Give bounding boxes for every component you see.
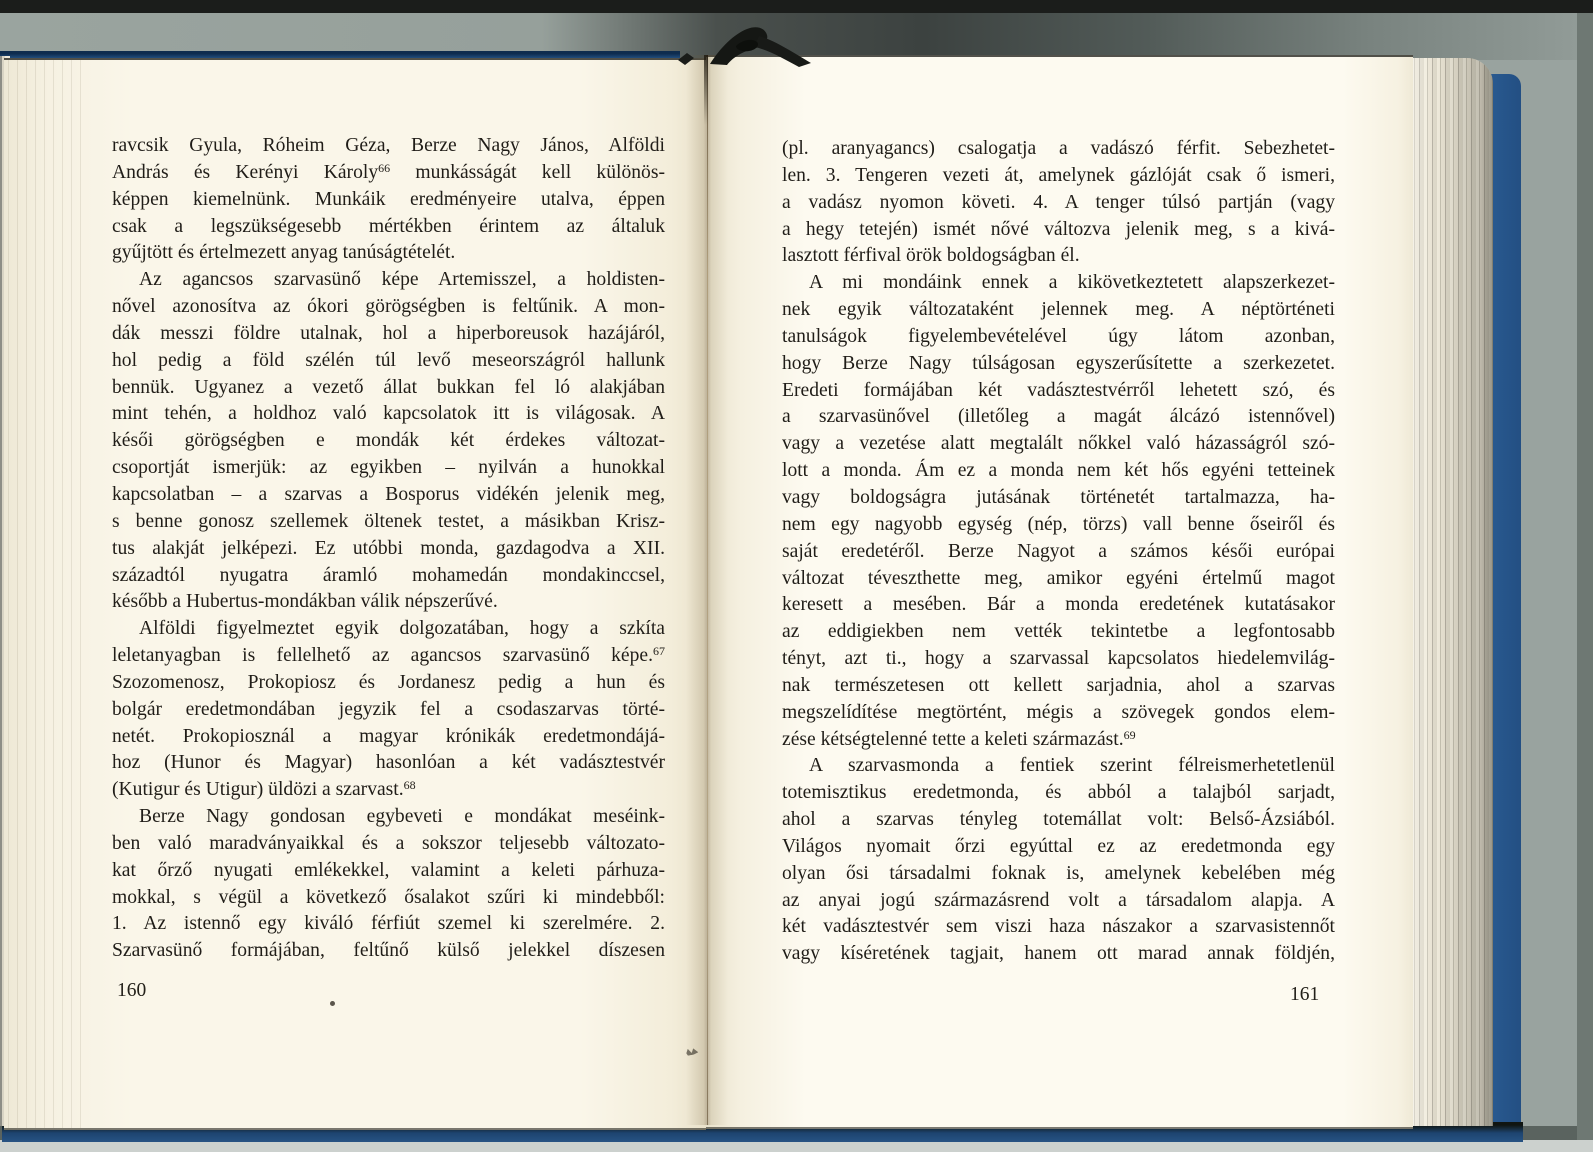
bookmark-ribbon-icon bbox=[648, 16, 828, 68]
page-number-right: 161 bbox=[1290, 984, 1320, 1005]
text-line: nek egyik változataként jelennek meg. A néptörténeti bbox=[782, 299, 1335, 321]
text-line: A szarvasmonda a fentiek szerint félreismerhetetlenül bbox=[809, 755, 1335, 777]
text-line: s benne gonosz szellemek öltenek testet, a másikban Krisz- bbox=[112, 510, 665, 532]
text-line: 1. Az istennő egy kiváló férfiút szemel ki szerelmére. 2. bbox=[112, 913, 665, 935]
text-line: totemisztikus eredetmonda, és abból a talajból sarjadt, bbox=[782, 782, 1335, 804]
text-line: Szarvasünő formájában, feltűnő külső jelekkel díszesen bbox=[112, 940, 665, 962]
text-line: saját eredetéről. Berze Nagyot a számos késői európai bbox=[782, 540, 1335, 562]
text-line: hoz (Hunor és Magyar) hasonlóan a két vadásztestvér bbox=[112, 752, 665, 774]
text-line: ahol a szarvas tényleg totemállat volt: Belső-Ázsiából. bbox=[782, 809, 1335, 831]
text-line: lasztott férfival örök boldogságban él. bbox=[782, 245, 1080, 267]
text-line: a vadász nyomon követi. 4. A tenger túlsó partján (vagy bbox=[782, 191, 1335, 213]
scanner-background-right bbox=[1577, 13, 1593, 1140]
text-line: csak a legszükségesebb mértékben érintem az általuk bbox=[112, 215, 665, 237]
text-line: mokkal, s végül a következő ősalakot szűri ki mindebből: bbox=[112, 886, 665, 908]
text-line: századtól nyugatra áramló mohamedán mondakinccsel, bbox=[112, 564, 665, 586]
page-stack-fore-edge bbox=[1411, 58, 1493, 1126]
ink-dot bbox=[330, 1001, 335, 1006]
text-line: zése kétségtelenné tette a keleti származást.$^{69}$ bbox=[782, 727, 1136, 750]
text-line: tus alakját jelképezi. Ez utóbbi monda, gazdagodva a XII. bbox=[112, 537, 665, 559]
text-line: Az agancsos szarvasünő képe Artemisszel, a holdisten- bbox=[139, 269, 665, 291]
text-line: nővel azonosítva az ókori görögségben is feltűnik. A mon- bbox=[112, 296, 665, 318]
text-line: dák messzi földre utalnak, hol a hiperboreusok hazájáról, bbox=[112, 322, 665, 344]
text-line: kat őrző nyugati emlékekkel, valamint a keleti párhuza- bbox=[112, 859, 665, 881]
text-line: a hegy tetején) ismét nővé változva jelenik meg, s a kivá- bbox=[782, 218, 1335, 240]
text-line: változat téveszthette meg, amikor egyéni értelmű magot bbox=[782, 567, 1335, 589]
text-line: (Kutigur és Utigur) üldözi a szarvast.$^{68}$ bbox=[112, 778, 416, 801]
text-line: netét. Prokopiosznál a magyar krónikák eredetmondájá- bbox=[112, 725, 665, 747]
text-line: ben való maradványaikkal és a sokszor teljesebb változato- bbox=[112, 832, 665, 854]
right-page-text bbox=[782, 136, 1335, 968]
text-line: gyűjtött és értelmezett anyag tanúságtételét. bbox=[112, 242, 456, 264]
text-line: hol pedig a föld szélén túl levő meseországról hallunk bbox=[112, 349, 665, 371]
text-line: vagy kíséretének tagjait, hanem ott marad annak földjén, bbox=[782, 943, 1335, 965]
text-line: keresett a mesében. Bár a monda eredetének kutatásakor bbox=[782, 594, 1335, 616]
text-line: megszelídítése megtörtént, mégis a szövegek gondos elem- bbox=[782, 701, 1335, 723]
text-line: lott a monda. Ám ez a monda nem két hős egyéni tetteinek bbox=[782, 460, 1335, 482]
text-line: len. 3. Tengeren vezeti át, amelynek gázlóját csak ő ismeri, bbox=[782, 164, 1335, 186]
text-line: tényt, azt ti., hogy a szarvassal kapcsolatos hiedelemvilág- bbox=[782, 648, 1335, 670]
text-line: képpen kiemelnünk. Munkáik eredményeire utalva, éppen bbox=[112, 188, 665, 210]
text-line: tanulságok figyelembevételével úgy látom azonban, bbox=[782, 325, 1335, 347]
text-line: ravcsik Gyula, Róheim Géza, Berze Nagy János, Alföldi bbox=[112, 135, 665, 156]
text-line: vagy a vezetése alatt megtalált nőkkel való házasságról szó- bbox=[782, 433, 1335, 455]
text-line: bolgár eredetmondában jegyzik fel a csodaszarvas törté- bbox=[112, 698, 665, 720]
text-line: kapcsolatban – a szarvas a Bosporus vidékén jelenik meg, bbox=[112, 483, 665, 505]
text-line: Eredeti formájában két vadásztestvérről lehetett szó, és bbox=[782, 379, 1335, 401]
text-line: olyan ősi társadalmi foknak is, amelynek kebelében még bbox=[782, 862, 1335, 884]
text-line: András és Kerényi Károly$^{66}$ munkásságát kell különös- bbox=[112, 160, 665, 183]
text-line: Szozomenosz, Prokopiosz és Jordanesz pedig a hun és bbox=[112, 671, 665, 693]
text-line: csoportját ismerjük: az egyikben – nyilván a hunokkal bbox=[112, 457, 665, 479]
text-line: mint tehén, a holdhoz való kapcsolatok itt is világosak. A bbox=[112, 403, 665, 425]
text-line: A mi mondáink ennek a kikövetkeztetett alapszerkezet- bbox=[809, 272, 1335, 294]
text-line: a szarvasünővel (illetőleg a magát álcázó istennővel) bbox=[782, 406, 1335, 428]
text-line: az eddigiekben nem vették tekintetbe a legfontosabb bbox=[782, 621, 1335, 643]
text-line: Világos nyomait őrzi egyúttal ez az eredetmonda egy bbox=[782, 835, 1335, 857]
text-line: Alföldi figyelmeztet egyik dolgozatában, hogy a szkíta bbox=[139, 618, 665, 640]
page-gutter bbox=[686, 55, 728, 1125]
text-line: vagy boldogságra jutásának történetét tartalmazza, ha- bbox=[782, 486, 1335, 508]
text-line: két vadásztestvér sem viszi haza nászakor a szarvasistennőt bbox=[782, 916, 1335, 938]
text-line: leletanyagban is fellelhető az agancsos szarvasünő képe.$^{67}$ bbox=[112, 644, 665, 667]
text-line: nak természetesen ott kellett sarjadnia, ahol a szarvas bbox=[782, 674, 1335, 696]
text-line: hogy Berze Nagy túlságosan egyszerűsítette a szerkezetet. bbox=[782, 352, 1335, 374]
text-line: az anyai jogú származásrend volt a társadalom alapja. A bbox=[782, 889, 1335, 911]
text-line: Berze Nagy gondosan egybeveti e mondákat meséink- bbox=[139, 806, 665, 828]
left-page-text bbox=[112, 133, 665, 965]
text-line: bennük. Ugyanez a vezető állat bukkan fel ló alakjában bbox=[112, 376, 665, 398]
text-line: (pl. aranyagancs) csalogatja a vadászó férfit. Sebezhetet- bbox=[782, 138, 1335, 159]
page-number-left: 160 bbox=[117, 980, 147, 1001]
scanner-top-edge bbox=[0, 0, 1593, 13]
text-line: később a Hubertus-mondákban válik népszerűvé. bbox=[112, 591, 498, 613]
text-line: késői görögségben e mondák két érdekes változat- bbox=[112, 430, 665, 452]
text-line: nem egy nagyobb egység (nép, törzs) vall benne őseiről és bbox=[782, 513, 1335, 535]
